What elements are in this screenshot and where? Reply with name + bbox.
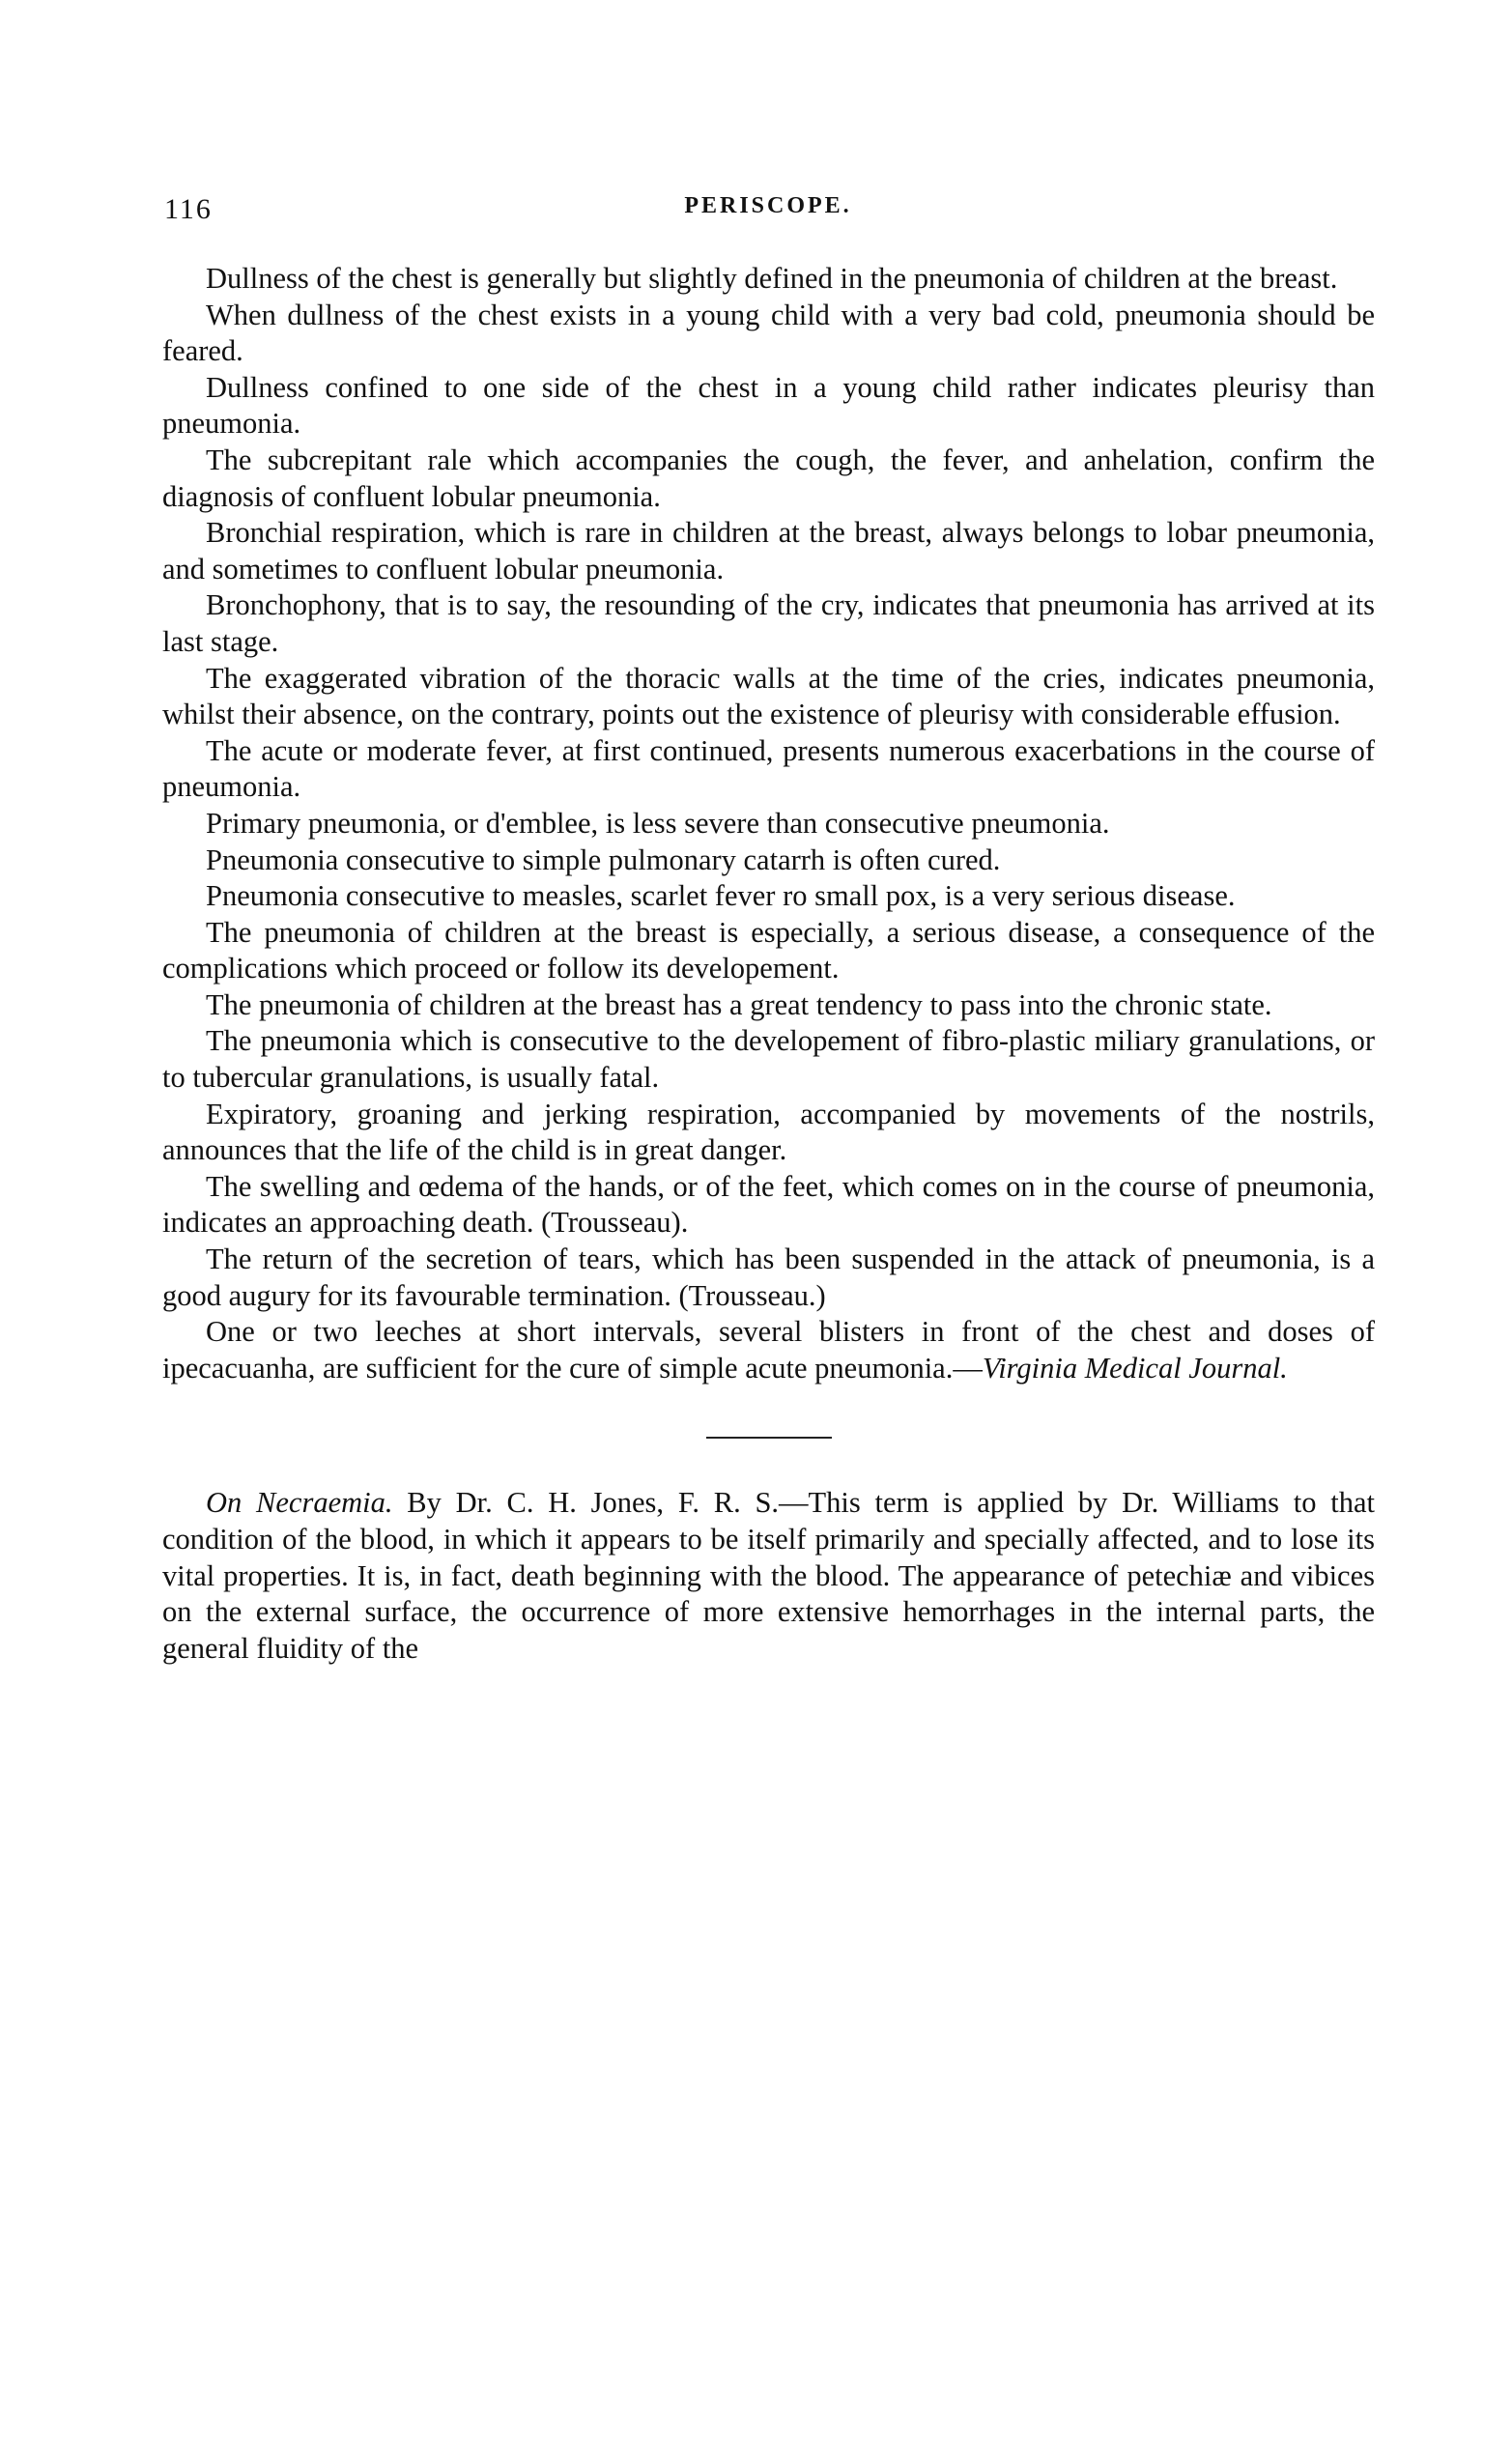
paragraph: The exaggerated vibration of the thoracic walls at the time of the cries, indicates pneumonia, whilst their absence, on the contrary, points out the existence of pleurisy with considerable effusion. bbox=[162, 661, 1375, 731]
paragraph: Bronchial respiration, which is rare in children at the breast, always belongs to lobar pneumonia, and sometimes to confluent lobular pneumonia. bbox=[162, 516, 1375, 585]
paragraph: The subcrepitant rale which accompanies the cough, the fever, and anhelation, confirm the diagnosis of confluent lobular pneumonia. bbox=[162, 443, 1375, 513]
running-head: PERISCOPE. bbox=[684, 193, 852, 218]
paragraph: The pneumonia of children at the breast is especially, a serious disease, a consequence of the complications which proceed or follow its developement. bbox=[162, 915, 1375, 985]
paragraph: Expiratory, groaning and jerking respiration, accompanied by movements of the nostrils, announces that the life of the child is in great danger. bbox=[162, 1097, 1375, 1167]
section-divider bbox=[706, 1437, 832, 1439]
page-number: 116 bbox=[164, 193, 213, 225]
paragraph: Pneumonia consecutive to simple pulmonary catarrh is often cured. bbox=[206, 842, 1001, 876]
paragraph: Pneumonia consecutive to measles, scarlet fever ro small pox, is a very serious disease. bbox=[206, 879, 1236, 913]
paragraph: Dullness of the chest is generally but slightly defined in the pneumonia of children at the breast. bbox=[206, 262, 1338, 295]
paragraph: Bronchophony, that is to say, the resounding of the cry, indicates that pneumonia has arrived at its last stage. bbox=[162, 588, 1375, 658]
final-paragraph bbox=[162, 1314, 1375, 1386]
necraemia-title: On Necraemia. bbox=[206, 1486, 393, 1520]
paragraph: The pneumonia which is consecutive to the developement of fibro-plastic miliary granulations, or to tubercular granulations, is usually fatal. bbox=[162, 1024, 1375, 1095]
paragraph: When dullness of the chest exists in a young child with a very bad cold, pneumonia should be feared. bbox=[162, 298, 1375, 368]
source-citation: Virginia Medical Journal. bbox=[982, 1351, 1288, 1385]
paragraph: The acute or moderate fever, at first continued, presents numerous exacerbations in the course of pneumonia. bbox=[162, 733, 1375, 804]
necraemia-paragraph bbox=[162, 1485, 1375, 1667]
page-header bbox=[164, 193, 1372, 232]
paragraph: The pneumonia of children at the breast has a great tendency to pass into the chronic state. bbox=[206, 987, 1272, 1021]
necraemia-text: By Dr. C. H. Jones, F. R. S.—This term is applied by Dr. Williams to that condition of the blood, in which it appears to be itself primarily and specially affected, and to lose its vital properties. It is, in fact, death beginning with the blood. The appearance of petechiæ and vibices on the external surface, the occurrence of more extensive hemorrhages in the internal parts, the general fluidity of the bbox=[162, 1486, 1376, 1665]
paragraph: The return of the secretion of tears, which has been suspended in the attack of pneumonia, is a good augury for its favourable termination. (Trousseau.) bbox=[162, 1242, 1375, 1312]
paragraph: The swelling and œdema of the hands, or of the feet, which comes on in the course of pneumonia, indicates an approaching death. (Trousseau). bbox=[162, 1169, 1375, 1240]
paragraph: Primary pneumonia, or d'emblee, is less severe than consecutive pneumonia. bbox=[206, 806, 1110, 840]
article-body bbox=[162, 261, 1375, 1667]
paragraph: Dullness confined to one side of the chest in a young child rather indicates pleurisy than pneumonia. bbox=[162, 370, 1375, 441]
final-paragraph-text: One or two leeches at short intervals, several blisters in front of the chest and doses of ipecacuanha, are sufficient for the cure of simple acute pneumonia.— bbox=[162, 1315, 1375, 1385]
